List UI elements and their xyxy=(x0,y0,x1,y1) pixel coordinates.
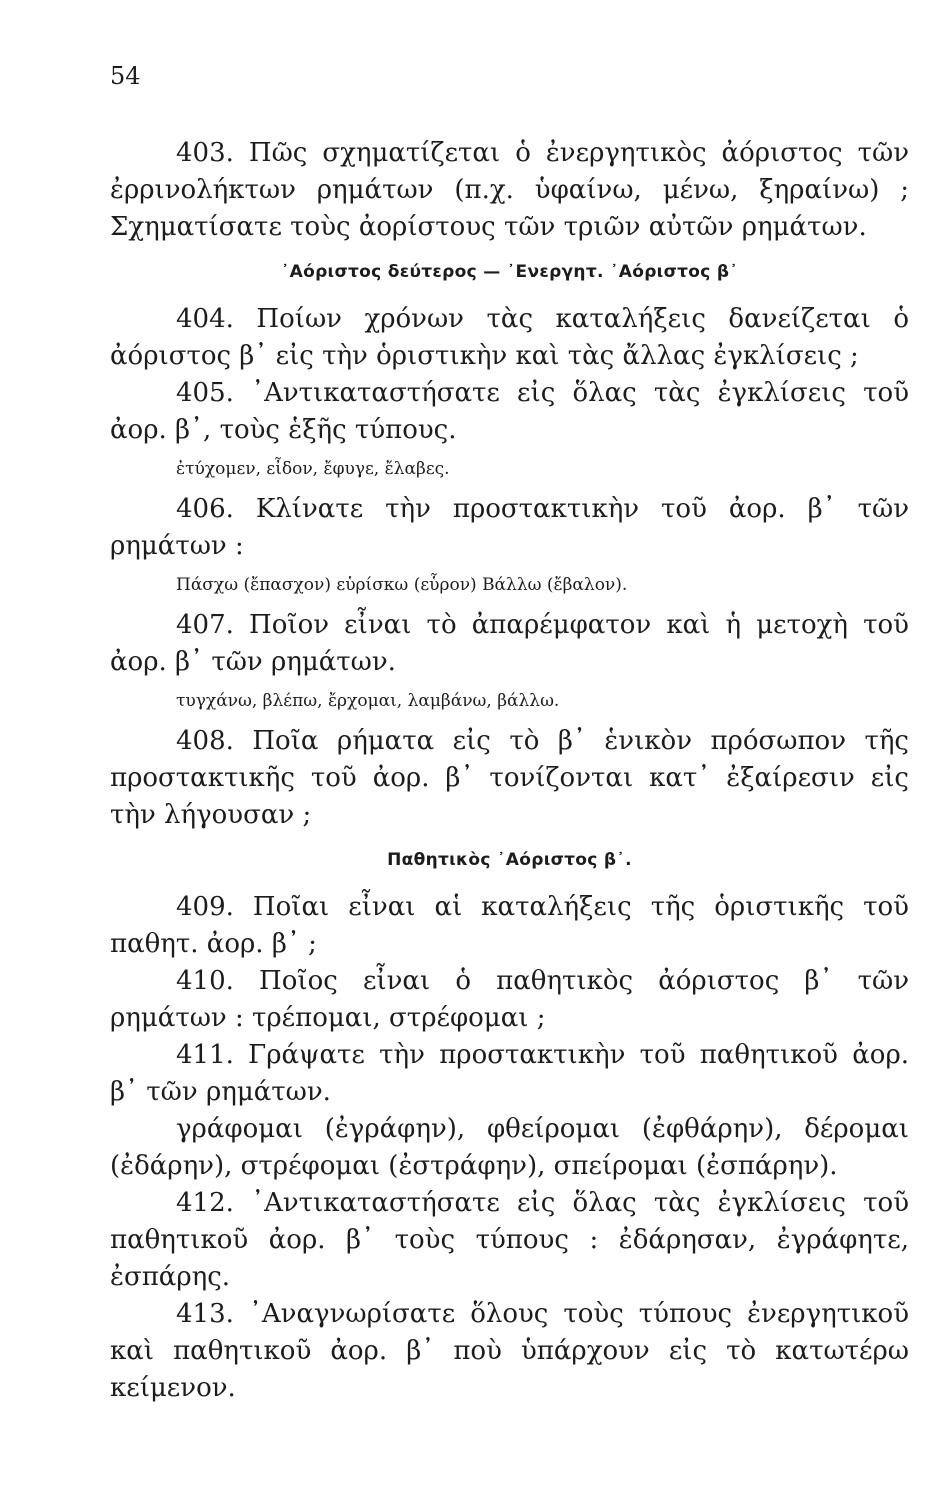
question-413: 413. ᾽Αναγνωρίσατε ὅλους τοὺς τύπους ἐνεργητικοῦ καὶ παθητικοῦ ἀορ. β᾽ ποὺ ὑπάρχουν εἰς τὸ κατωτέρω κείμενον. xyxy=(110,1299,909,1403)
example-verbs-406: Πάσχω (ἔπασχον) εὑρίσκω (εὗρον) Βάλλω (ἔβαλον). xyxy=(176,575,628,595)
section-heading-aorist-2-passive: Παθητικὸς ᾽Αόριστος β᾽. xyxy=(387,850,632,870)
example-forms-405: ἐτύχομεν, εἶδον, ἔφυγε, ἔλαβες. xyxy=(176,459,450,479)
question-407: 407. Ποῖον εἶναι τὸ ἀπαρέμφατον καὶ ἡ μετοχὴ τοῦ ἀορ. β᾽ τῶν ρημάτων. xyxy=(110,610,909,677)
question-412: 412. ᾽Αντικαταστήσατε εἰς ὅλας τὰς ἐγκλίσεις τοῦ παθητικοῦ ἀορ. β᾽ τοὺς τύπους : ἐδάρησαν, ἐγράφητε, ἐσπάρης. xyxy=(110,1188,909,1292)
question-404: 404. Ποίων χρόνων τὰς καταλήξεις δανείζεται ὁ ἀόριστος β᾽ εἰς τὴν ὁριστικὴν καὶ τὰς ἄλλας ἐγκλίσεις ; xyxy=(110,304,909,371)
example-verbs-407: τυγχάνω, βλέπω, ἔρχομαι, λαμβάνω, βάλλω. xyxy=(176,691,560,711)
question-410: 410. Ποῖος εἶναι ὁ παθητικὸς ἀόριστος β᾽ τῶν ρημάτων : τρέπομαι, στρέφομαι ; xyxy=(110,966,909,1033)
page-number: 54 xyxy=(110,62,141,90)
section-heading-aorist-2-active: ᾽Αόριστος δεύτερος — ᾽Ενεργητ. ᾽Αόριστος β᾽ xyxy=(280,262,739,282)
question-406: 406. Κλίνατε τὴν προστακτικὴν τοῦ ἀορ. β᾽ τῶν ρημάτων : xyxy=(110,494,909,561)
question-411: 411. Γράψατε τὴν προστακτικὴν τοῦ παθητικοῦ ἀορ. β᾽ τῶν ρημάτων. xyxy=(110,1040,909,1107)
question-409: 409. Ποῖαι εἶναι αἱ καταλήξεις τῆς ὁριστικῆς τοῦ παθητ. ἀορ. β᾽ ; xyxy=(110,892,909,959)
question-403: 403. Πῶς σχηματίζεται ὁ ἐνεργητικὸς ἀόριστος τῶν ἐρρινολήκτων ρημάτων (π.χ. ὑφαίνω, μένω, ξηραίνω) ; Σχηματίσατε τοὺς ἀορίστους τῶν τριῶν αὐτῶν ρημάτων. xyxy=(110,138,909,242)
question-408: 408. Ποῖα ρήματα εἰς τὸ β᾽ ἑνικὸν πρόσωπον τῆς προστακτικῆς τοῦ ἀορ. β᾽ τονίζονται κατ᾽ ἐξαίρεσιν εἰς τὴν λήγουσαν ; xyxy=(110,726,909,830)
question-405: 405. ᾽Αντικαταστήσατε εἰς ὅλας τὰς ἐγκλίσεις τοῦ ἀορ. β᾽, τοὺς ἑξῆς τύπους. xyxy=(110,378,909,445)
example-verbs-411: γράφομαι (ἐγράφην), φθείρομαι (ἐφθάρην), δέρομαι (ἐδάρην), στρέφομαι (ἐστράφην), σπείρομαι (ἐσπάρην). xyxy=(110,1114,909,1181)
